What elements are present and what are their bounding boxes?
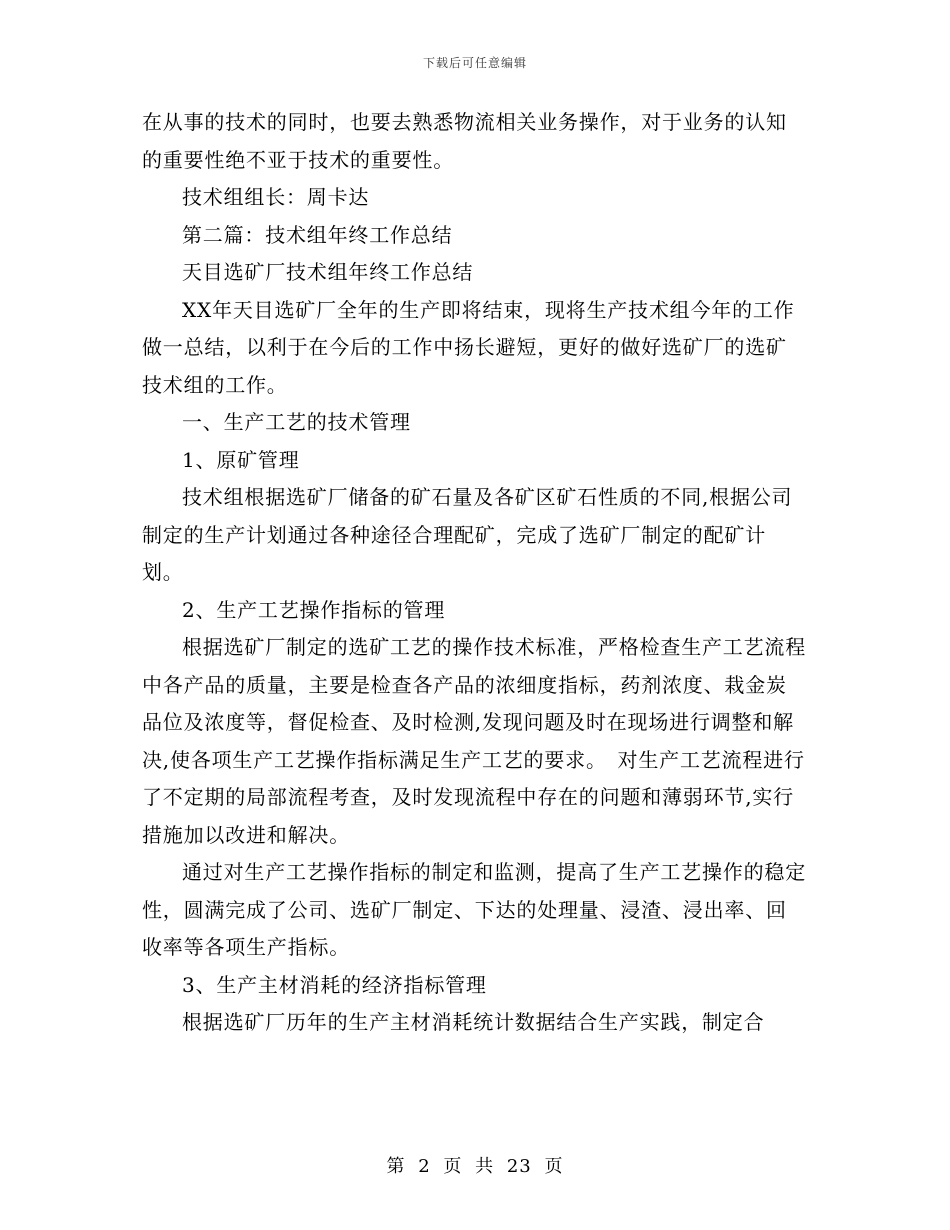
paragraph-process-indicators: 根据选矿厂制定的选矿工艺的操作技术标准，严格检查生产工艺流程中各产品的质量，主要是检查各产品的浓细度指标，药剂浓度、栽金炭品位及浓度等，督促检查、及时检测,发现问题及时在现场进行调整和解决,使各项生产工艺操作指标满足生产工艺的要求。 对生产工艺流程进行了不定期的局部流程考查，及时发现流程中存在的问题和薄弱环节,实行措施加以改进和解决。 (142, 635, 806, 847)
paragraph-ore-management: 技术组根据选矿厂储备的矿石量及各矿区矿石性质的不同,根据公司制定的生产计划通过各种途径合理配矿，完成了选矿厂制定的配矿计划。 (142, 485, 793, 584)
paragraph-intro: XX年天目选矿厂全年的生产即将结束，现将生产技术组今年的工作做一总结，以利于在今后的工作中扬长避短，更好的做好选矿厂的选矿技术组的工作。 (142, 297, 795, 397)
paragraph-team-leader: 技术组组长：周卡达 (182, 185, 370, 209)
paragraph-subsection-3: 3、生产主材消耗的经济指标管理 (182, 972, 487, 997)
body-text (142, 104, 806, 1042)
paragraph-section-1: 一、生产工艺的技术管理 (182, 410, 411, 434)
header-note: 下载后可任意编辑 (422, 56, 527, 70)
paragraph-material-consumption: 根据选矿厂历年的生产主材消耗统计数据结合生产实践，制定合 (182, 1010, 765, 1034)
paragraph-continuation: 在从事的技术的同时，也要去熟悉物流相关业务操作，对于业务的认知的重要性绝不亚于技术的重要性。 (142, 110, 787, 172)
paragraph-subsection-2: 2、生产工艺操作指标的管理 (182, 597, 446, 622)
paragraph-report-title: 天目选矿厂技术组年终工作总结 (182, 260, 474, 284)
paragraph-chapter-title: 第二篇：技术组年终工作总结 (182, 222, 453, 247)
paragraph-subsection-1: 1、原矿管理 (182, 447, 300, 472)
paragraph-monitoring: 通过对生产工艺操作指标的制定和监测，提高了生产工艺操作的稳定性，圆满完成了公司、选矿厂制定、下达的处理量、浸渣、浸出率、回收率等各项生产指标。 (142, 860, 806, 959)
page-footer: 第 2 页 共 23 页 (386, 1156, 564, 1177)
